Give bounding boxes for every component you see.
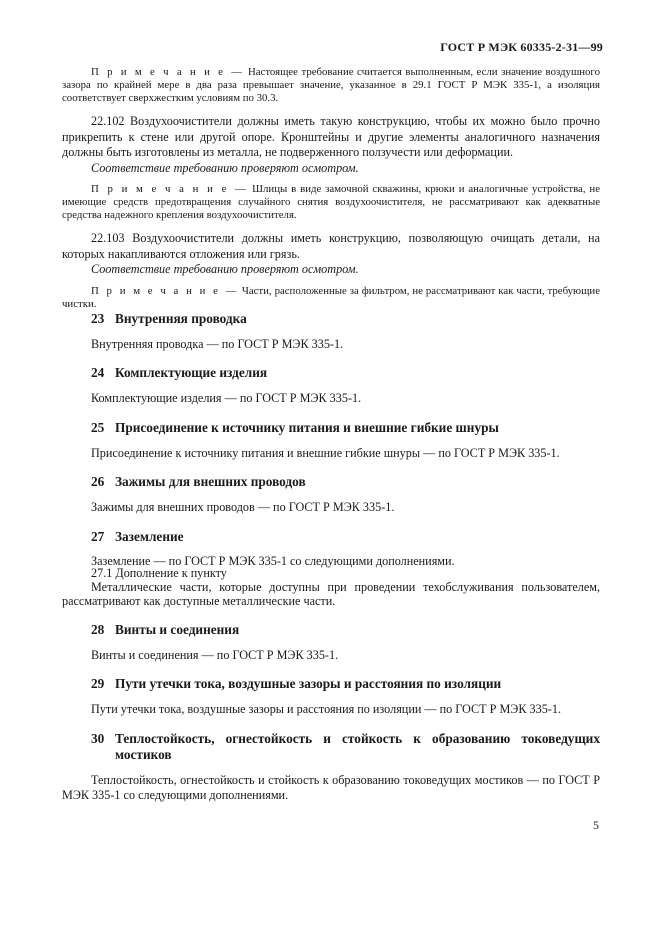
note-3 — [62, 285, 600, 311]
section-heading — [62, 365, 600, 381]
section-number: 30 — [91, 730, 105, 746]
section-title: Винты и соединения — [115, 621, 240, 637]
section-body: Комплектующие изделия — по ГОСТ Р МЭК 335-1. — [91, 391, 362, 405]
section-title: Теплостойкость, огнестойкость и стойкость к образованию токоведущих мостиков — [115, 730, 600, 762]
section-number: 29 — [91, 676, 105, 691]
section-body: Заземление — по ГОСТ Р МЭК 335-1 со следующими дополнениями. — [91, 553, 455, 568]
section-title: Комплектующие изделия — [115, 365, 268, 380]
page-number: 5 — [593, 818, 599, 832]
section-number: 25 — [91, 419, 105, 435]
section-heading — [62, 622, 600, 638]
note-text: Шлицы в виде замочной скважины, крюки и аналогичные устройства, не имеющие средств предотвращения случайного снятия воздухоочистителя, не рассматривают как адекватные средства надежного крепления воздухоочистителя. — [62, 183, 600, 221]
section-title: Присоединение к источнику питания и внешние гибкие шнуры — [115, 419, 499, 435]
note-2 — [62, 183, 600, 222]
clause-22-102: 22.102 Воздухоочистители должны иметь такую конструкцию, чтобы их можно было прочно прикрепить к стене или другой опоре. Кронштейны и другие элементы аналогичного назначения должны быть изготовлены из металла, не подверженного ползучести или деформации. — [62, 114, 600, 159]
section-body: Пути утечки тока, воздушные зазоры и расстояния по изоляции — по ГОСТ Р МЭК 335-1. — [91, 702, 561, 716]
clause-22-102-check: Соответствие требованию проверяют осмотром. — [91, 160, 359, 175]
section-body: Винты и соединения — по ГОСТ Р МЭК 335-1. — [91, 647, 339, 662]
note-text: Части, расположенные за фильтром, не рассматривают как части, требующие чистки. — [62, 284, 601, 310]
section-body: Теплостойкость, огнестойкость и стойкость к образованию токоведущих мостиков — по ГОСТ Р МЭК 335-1 со следующими дополнениями. — [62, 772, 600, 802]
section-heading — [62, 474, 600, 490]
section-heading — [62, 420, 600, 436]
section-body-extra: Металлические части, которые доступны при проведении техобслуживания пользователем, рассматривают как доступные металлические части. — [62, 579, 600, 608]
note-label: П р и м е ч а н и е — — [91, 66, 245, 78]
note-label: П р и м е ч а н и е — — [91, 183, 249, 195]
section-number: 23 — [91, 310, 105, 326]
note-1 — [62, 66, 600, 105]
section-heading — [62, 311, 600, 327]
running-header: ГОСТ Р МЭК 60335-2-31—99 — [440, 40, 603, 54]
section-number: 27 — [91, 528, 105, 544]
page-content — [62, 66, 600, 804]
note-text: Настоящее требование считается выполненным, если значение воздушного зазора по крайней мере в два раза превышает значение, указанное в 29.1 ГОСТ Р МЭК 335-1, а изоляция соответствует сверхжестким условиям по 30.3. — [62, 66, 600, 104]
clause-22-103: 22.103 Воздухоочистители должны иметь конструкцию, позволяющую очищать детали, на которых накапливаются отложения или грязь. — [62, 231, 600, 261]
section-title: Пути утечки тока, воздушные зазоры и расстояния по изоляции — [115, 676, 502, 691]
section-body: Внутренняя проводка — по ГОСТ Р МЭК 335-1. — [91, 336, 344, 351]
note-label: П р и м е ч а н и е — — [91, 284, 239, 297]
section-heading — [62, 676, 600, 692]
section-body: Зажимы для внешних проводов — по ГОСТ Р МЭК 335-1. — [91, 500, 395, 514]
section-number: 24 — [91, 365, 105, 380]
section-title: Зажимы для внешних проводов — [115, 474, 306, 489]
section-subclause: 27.1 Дополнение к пункту — [91, 566, 227, 580]
section-heading — [62, 529, 600, 545]
clause-22-103-check: Соответствие требованию проверяют осмотром. — [91, 262, 359, 276]
section-number: 26 — [91, 474, 105, 489]
section-body: Присоединение к источнику питания и внешние гибкие шнуры — по ГОСТ Р МЭК 335-1. — [91, 445, 560, 460]
section-heading — [62, 731, 600, 763]
section-title: Заземление — [115, 528, 184, 544]
section-title: Внутренняя проводка — [115, 310, 247, 326]
section-number: 28 — [91, 621, 105, 637]
